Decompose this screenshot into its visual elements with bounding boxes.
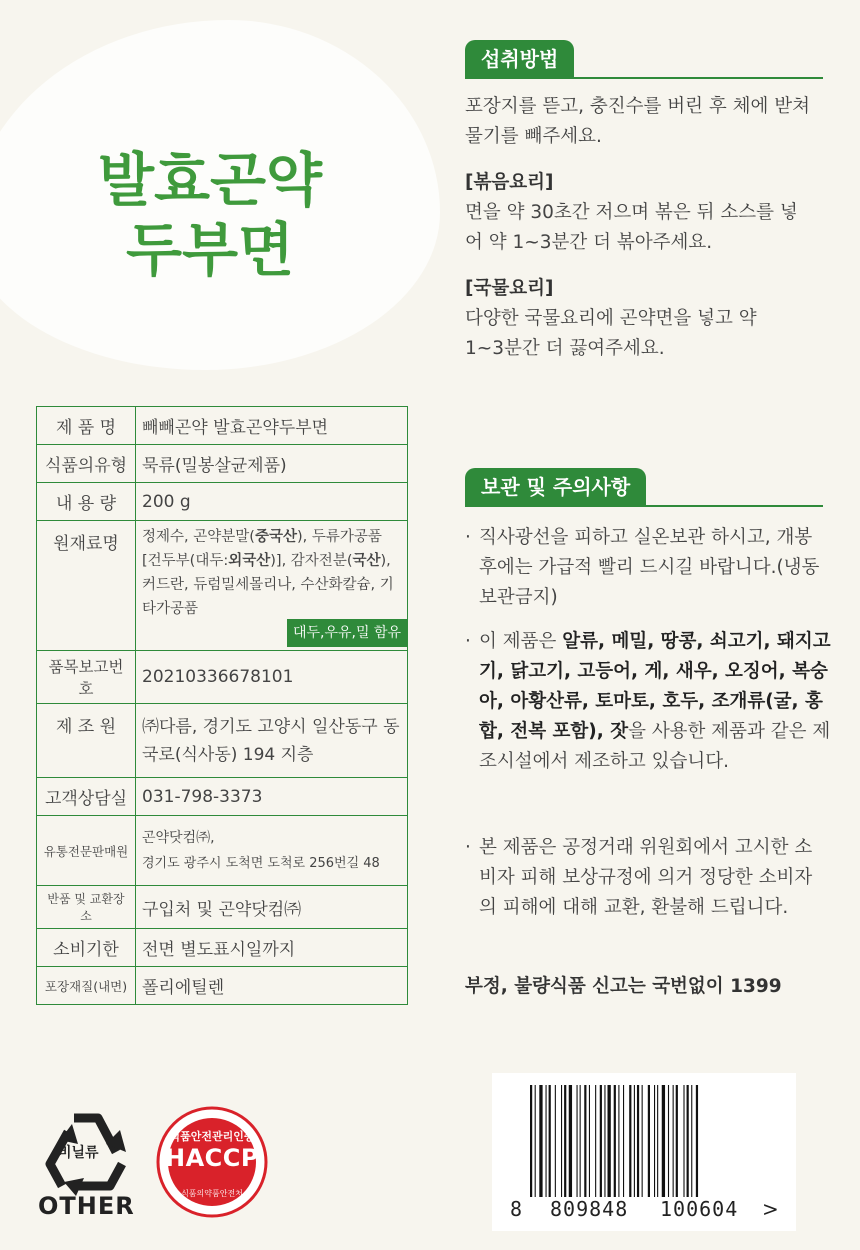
barcode-bar (673, 1085, 674, 1197)
allergen-outro: 을 사용한 제품과 같은 제조시설에서 제조하고 있습니다. (479, 721, 831, 772)
table-value: 200 g (136, 483, 408, 521)
table-label: 포장재질(내면) (37, 967, 136, 1005)
table-label: 내 용 량 (37, 483, 136, 521)
table-row (37, 929, 408, 967)
bullet-mark: · (465, 527, 471, 548)
barcode-bar (577, 1085, 578, 1197)
intake-divider (465, 77, 823, 79)
table-row (37, 778, 408, 816)
table-label: 유통전문판매원 (37, 816, 136, 886)
barcode-bar (676, 1085, 678, 1197)
table-value: ㈜다름, 경기도 고양시 일산동구 동국로(식사동) 194 지층 (136, 704, 408, 778)
barcode-bar (561, 1085, 562, 1197)
allergen-intro: 이 제품은 (479, 631, 563, 652)
barcode-bar (608, 1085, 611, 1197)
intake-intro: 포장지를 뜯고, 충진수를 버린 후 체에 받쳐 물기를 빼주세요. (465, 96, 810, 147)
table-value: 구입처 및 곤약닷컴㈜ (136, 886, 408, 929)
ingredient-part: )], 감자전분( (270, 553, 353, 569)
bullet-mark: · (465, 631, 471, 652)
table-row (37, 483, 408, 521)
soup-text: 다양한 국물요리에 곤약면을 넣고 약 1~3분간 더 끓여주세요. (465, 308, 757, 359)
table-label: 제 품 명 (37, 407, 136, 445)
product-title (65, 145, 355, 285)
barcode-bar (530, 1085, 532, 1197)
intake-body (465, 92, 835, 364)
table-row (37, 886, 408, 929)
storage-divider (465, 505, 823, 507)
recycle-label: 비닐류 (58, 1145, 99, 1161)
origin-china: 중국산 (254, 529, 297, 545)
ingredients-text (142, 525, 401, 643)
soup-heading: [국물요리] (465, 278, 554, 299)
barcode-end-mark: > (762, 1197, 779, 1221)
barcode-bar (687, 1085, 689, 1197)
table-row (37, 521, 408, 651)
barcode-bar (634, 1085, 635, 1197)
barcode-bar (549, 1085, 551, 1197)
table-value: 031-798-3373 (136, 778, 408, 816)
intake-heading: 섭취방법 (465, 40, 574, 78)
table-label: 고객상담실 (37, 778, 136, 816)
table-label: 제 조 원 (37, 704, 136, 778)
product-title-line2: 두부면 (125, 216, 295, 284)
barcode-group-2: 100604 (660, 1197, 739, 1221)
table-row (37, 651, 408, 704)
storage-bullet-2-text (479, 627, 841, 777)
barcode-bar (618, 1085, 619, 1197)
table-row (37, 407, 408, 445)
barcode-bar (555, 1085, 556, 1197)
product-info-table (36, 406, 408, 1005)
table-value: 폴리에틸렌 (136, 967, 408, 1005)
barcode-bar (580, 1085, 581, 1197)
storage-heading: 보관 및 주의사항 (465, 468, 646, 506)
storage-bullet-2 (465, 627, 840, 777)
allergen-badge: 대두,우유,밀 함유 (287, 619, 407, 647)
barcode-bar (662, 1085, 665, 1197)
barcode-bar (589, 1085, 590, 1197)
barcode-bars (530, 1085, 756, 1197)
barcode-bar (604, 1085, 605, 1197)
barcode-bar (654, 1085, 655, 1197)
table-row (37, 967, 408, 1005)
recycle-material: OTHER (38, 1192, 135, 1220)
table-value (136, 816, 408, 886)
barcode-group-1: 809848 (550, 1197, 629, 1221)
product-title-line1: 발효곤약 (97, 146, 323, 214)
haccp-main-text: HACCP (165, 1144, 259, 1172)
table-value: 20210336678101 (136, 651, 408, 704)
barcode-bar (600, 1085, 602, 1197)
haccp-top-text: 식품안전관리인증 (169, 1130, 255, 1143)
barcode-bar (584, 1085, 586, 1197)
ingredients-cell (136, 521, 408, 651)
table-label: 품목보고번호 (37, 651, 136, 704)
barcode-bar (696, 1085, 698, 1197)
report-hotline: 부정, 불량식품 신고는 국번없이 1399 (465, 976, 782, 997)
origin-foreign: 외국산 (228, 553, 271, 569)
table-value: 묵류(밀봉살균제품) (136, 445, 408, 483)
ingredient-part: ), 커드란, 듀럼밀세몰리나, 수산화칼슘, 기타가공품 (142, 553, 394, 617)
table-row (37, 445, 408, 483)
barcode-bar (569, 1085, 572, 1197)
barcode (492, 1073, 796, 1231)
allergen-list: 알류, 메밀, 땅콩, 쇠고기, 돼지고기, 닭고기, 고등어, 게, 새우, 오징어, 복숭아, 아황산류, 토마토, 호두, 조개류(굴, 홍합, 전복 포함), 잣 (479, 631, 831, 742)
storage-bullet-1-text: 직사광선을 피하고 실온보관 하시고, 개봉 후에는 가급적 빨리 드시길 바랍니다.(냉동보관금지) (479, 527, 820, 608)
barcode-bar (668, 1085, 669, 1197)
barcode-bar (595, 1085, 596, 1197)
table-label: 반품 및 교환장소 (37, 886, 136, 929)
table-value: 빼빼곤약 발효곤약두부면 (136, 407, 408, 445)
barcode-bar (623, 1085, 624, 1197)
barcode-first-digit: 8 (510, 1197, 523, 1221)
table-row (37, 704, 408, 778)
barcode-bar (614, 1085, 616, 1197)
barcode-bar (564, 1085, 566, 1197)
table-row (37, 816, 408, 886)
haccp-bottom-text: 식품의약품안전처 (181, 1189, 243, 1198)
barcode-bar (648, 1085, 650, 1197)
table-value: 전면 별도표시일까지 (136, 929, 408, 967)
table-label: 소비기한 (37, 929, 136, 967)
barcode-bar (683, 1085, 684, 1197)
barcode-bar (535, 1085, 536, 1197)
barcode-bar (691, 1085, 692, 1197)
barcode-bar (546, 1085, 547, 1197)
barcode-bar (642, 1085, 643, 1197)
barcode-bar (539, 1085, 542, 1197)
distributor-address: 경기도 광주시 도척면 도척로 256번길 48 (142, 855, 380, 871)
stir-fry-text: 면을 약 30초간 저으며 볶은 뒤 소스를 넣어 약 1~3분간 더 볶아주세요. (465, 202, 798, 253)
ingredient-part: ), 두류가공품 [건두부(대두: (142, 529, 382, 569)
stir-fry-heading: [볶음요리] (465, 172, 554, 193)
origin-korea: 국산 (352, 553, 381, 569)
ingredient-part: 정제수, 곤약분말( (142, 529, 255, 545)
barcode-bar (657, 1085, 658, 1197)
storage-bullet-1 (465, 523, 840, 613)
distributor-name: 곤약닷컴㈜, (142, 829, 215, 846)
table-label: 원재료명 (37, 521, 136, 651)
storage-bullet-3 (465, 833, 840, 923)
barcode-bar (629, 1085, 631, 1197)
bullet-mark: · (465, 837, 471, 858)
barcode-bar (637, 1085, 639, 1197)
table-label: 식품의유형 (37, 445, 136, 483)
storage-bullet-3-text: 본 제품은 공정거래 위원회에서 고시한 소비자 피해 보상규정에 의거 정당한 소비자의 피해에 대해 교환, 환불해 드립니다. (479, 837, 813, 918)
